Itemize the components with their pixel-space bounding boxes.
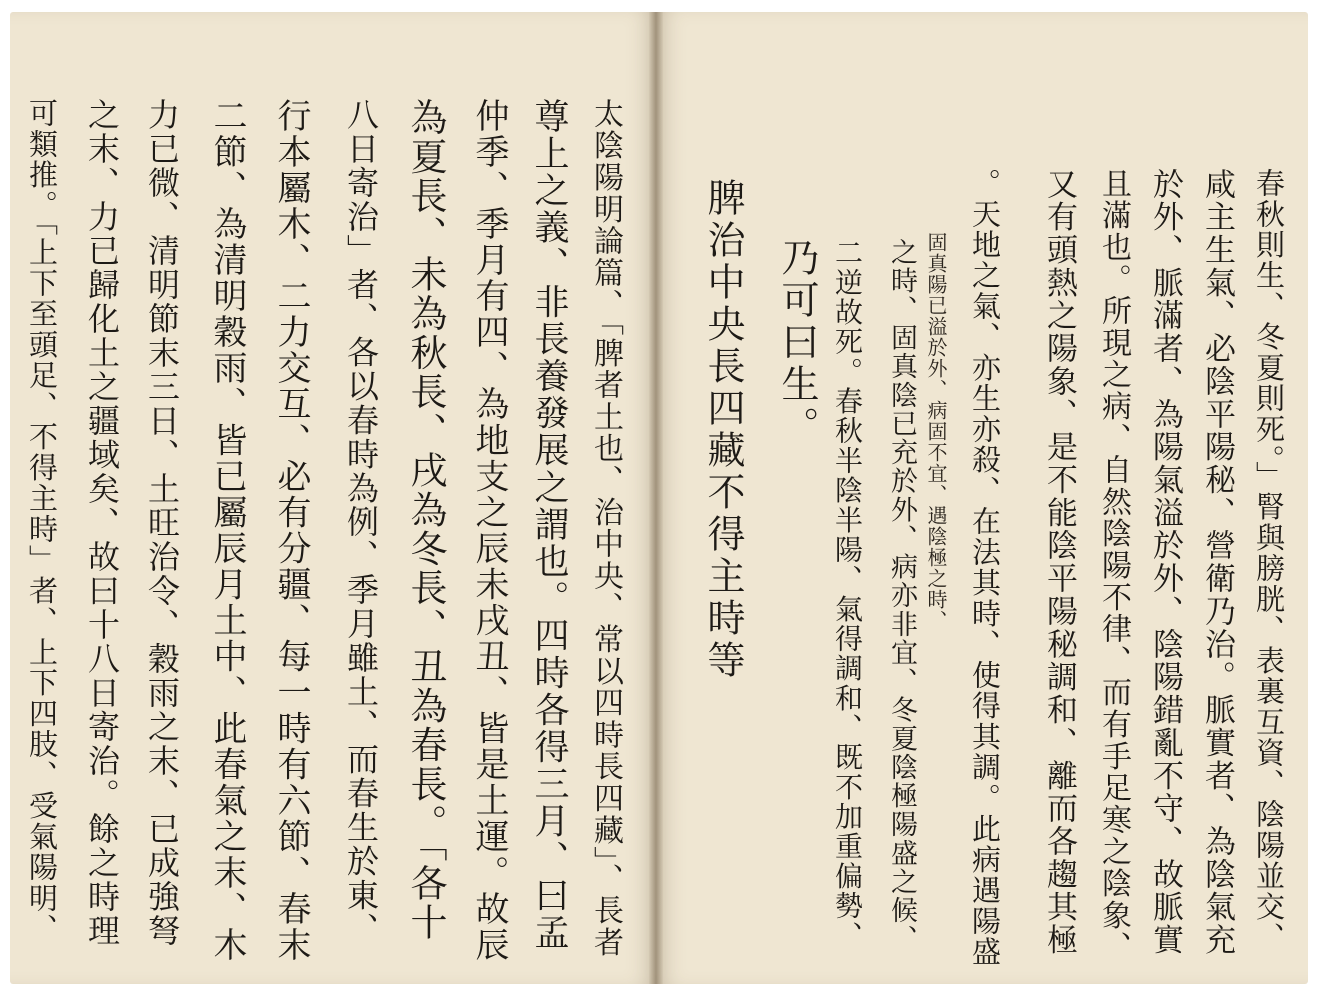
left-column-3: 仲季、季月有四、為地支之辰未戌丑、皆是土運。故辰: [469, 98, 509, 963]
right-column-8: 二逆故死。春秋半陰半陽、氣得調和、既不加重偏勢、: [831, 238, 864, 951]
left-column-9: 之末、力已歸化土之疆域矣、故曰十八日寄治。餘之時理: [83, 98, 121, 948]
book-spine: [649, 12, 663, 984]
right-column-2: 咸主生氣、必陰平陽秘、營衛乃治。脈實者、為陰氣充: [1199, 168, 1235, 957]
right-column-1: 春秋則生、冬夏則死。」腎與膀胱、表裏互資、陰陽並交、: [1252, 168, 1286, 953]
left-column-8: 力已微、清明節末三日、土旺治令、穀雨之末、已成強弩: [143, 98, 181, 948]
left-column-6: 行本屬木、二力交互、必有分疆、每一時有六節、春末: [271, 98, 311, 963]
right-column-5: 又有頭熱之陽象、是不能陰平陽秘調和、離而各趨其極: [1041, 168, 1077, 957]
left-column-5: 八日寄治」者、各以春時為例、季月雖土、而春生於東、: [342, 98, 380, 946]
right-section-heading: 脾治中央長四藏不得主時等: [701, 178, 745, 682]
left-column-4: 為夏長、未為秋長、戌為冬長、丑為春長。「各十: [404, 98, 447, 943]
right-column-3: 於外、脈滿者、為陽氣溢於外、陰陽錯亂不守、故脈實: [1147, 168, 1183, 957]
left-column-7: 二節、為清明穀雨、皆已屬辰月土中、此春氣之末、木: [207, 98, 247, 963]
left-column-10: 可類推。「上下至頭足、不得主時」者、上下四肢、受氣陽明、: [25, 98, 59, 945]
right-column-7: 之時、固真陰已充於外、病亦非宜、冬夏陰極陽盛之候、: [886, 238, 917, 954]
right-column-4: 且滿也。所現之病、自然陰陽不律、而有手足寒之陰象、: [1096, 168, 1131, 963]
left-column-2: 尊上之義、非長養發展之謂也。四時各得三月、曰孟: [529, 98, 569, 952]
right-column-6: 。天地之氣、亦生亦殺、在法其時、使得其調。此病遇陽盛: [968, 168, 1002, 968]
right-interlinear-note: 固真陽已溢於外、病固不宜、遇陰極之時、: [924, 232, 948, 631]
left-column-1: 太陰陽明論篇、「脾者土也、治中央、常以四時長四藏」、長者: [588, 98, 623, 959]
right-column-9: 乃可曰生。: [775, 238, 819, 448]
